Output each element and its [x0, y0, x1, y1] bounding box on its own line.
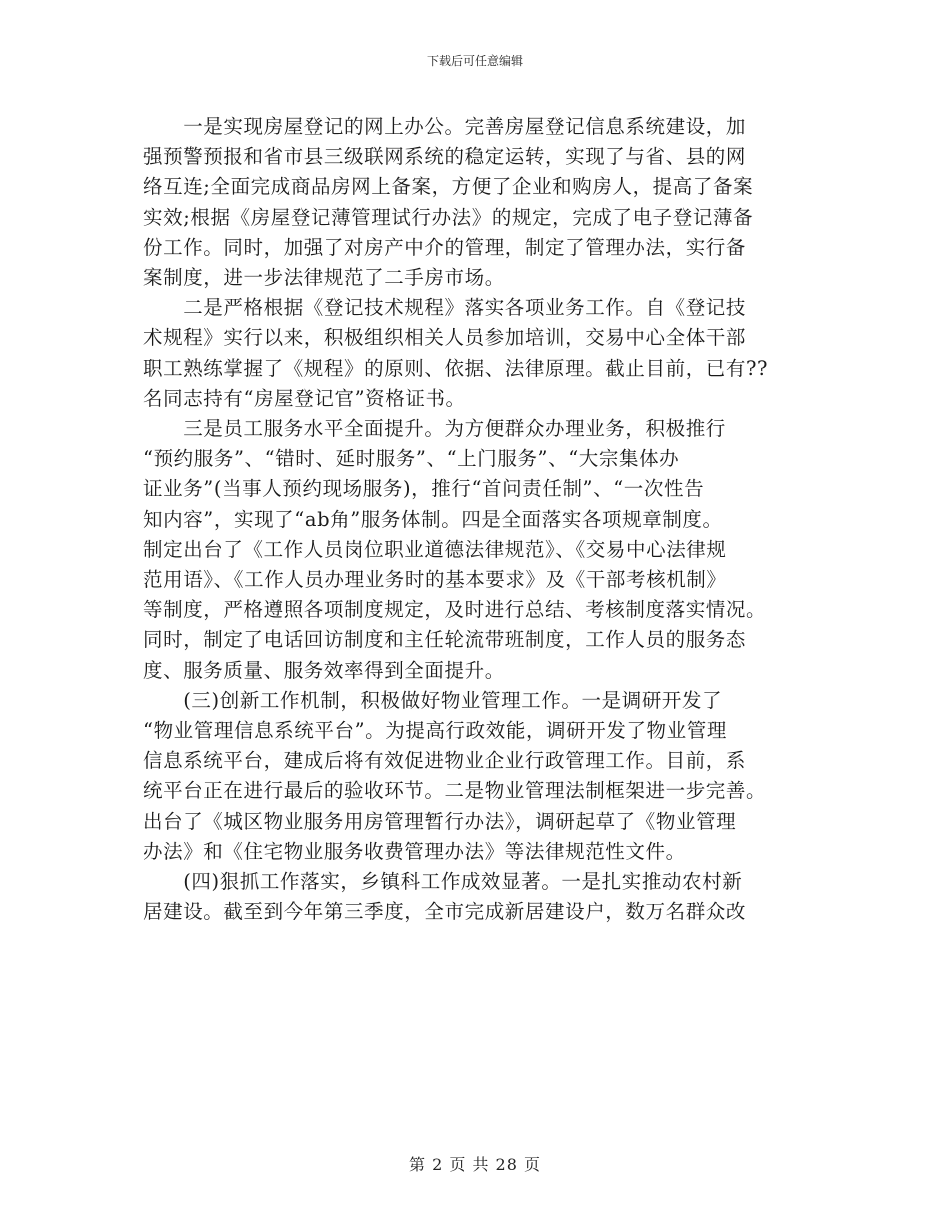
text-line: 制定出台了《工作人员岗位职业道德法律规范》、《交易中心法律规 [143, 537, 727, 561]
paragraph-1 [143, 112, 805, 293]
text-line: 份工作。同时，加强了对房产中介的管理，制定了管理办法，实行备 [143, 235, 747, 259]
page-header: 下载后可任意编辑 [426, 54, 523, 68]
text-line: 同时，制定了电话回访制度和主任轮流带班制度，工作人员的服务态 [143, 628, 747, 652]
text-line: 等制度，严格遵照各项制度规定，及时进行总结、考核制度落实情况。 [143, 598, 767, 622]
text-line: 强预警预报和省市县三级联网系统的稳定运转，实现了与省、县的网 [143, 145, 747, 169]
text-line: (三)创新工作机制，积极做好物业管理工作。一是调研开发了 [143, 688, 723, 712]
text-line: 知内容”，实现了“ab角”服务体制。四是全面落实各项规章制度。 [143, 507, 723, 531]
text-line: 职工熟练掌握了《规程》的原则、依据、法律原理。截止目前，已有?? [143, 356, 769, 380]
text-line: 居建设。截至到今年第三季度，全市完成新居建设户，数万名群众改 [143, 900, 747, 924]
text-line: 名同志持有“房屋登记官”资格证书。 [143, 386, 466, 410]
text-line: 度、服务质量、服务效率得到全面提升。 [143, 658, 505, 682]
text-line: “预约服务”、“错时、延时服务”、“上门服务”、“大宗集体办 [143, 447, 680, 471]
text-line: 证业务”(当事人预约现场服务)，推行“首问责任制”、“一次性告 [143, 477, 705, 501]
text-line: 术规程》实行以来，积极组织相关人员参加培训，交易中心全体干部 [143, 326, 747, 350]
text-line: 案制度，进一步法律规范了二手房市场。 [143, 266, 505, 290]
text-line: 一是实现房屋登记的网上办公。完善房屋登记信息系统建设，加 [143, 115, 747, 138]
paragraph-2 [143, 293, 805, 414]
text-line: 出台了《城区物业服务用房管理暂行办法》，调研起草了《物业管理 [143, 809, 737, 833]
text-line: 二是严格根据《登记技术规程》落实各项业务工作。自《登记技 [143, 296, 747, 320]
paragraph-5 [143, 867, 805, 927]
paragraph-4 [143, 686, 805, 867]
text-line: 三是员工服务水平全面提升。为方便群众办理业务，积极推行 [143, 417, 726, 441]
text-line: 络互连;全面完成商品房网上备案，方便了企业和购房人，提高了备案 [143, 175, 754, 199]
text-line: 统平台正在进行最后的验收环节。二是物业管理法制框架进一步完善。 [143, 779, 767, 803]
paragraph-3 [143, 414, 805, 686]
text-line: (四)狠抓工作落实，乡镇科工作成效显著。一是扎实推动农村新 [143, 870, 743, 894]
text-line: 信息系统平台，建成后将有效促进物业企业行政管理工作。目前，系 [143, 749, 747, 773]
text-line: “物业管理信息系统平台”。为提高行政效能，调研开发了物业管理 [143, 719, 727, 743]
text-line: 实效;根据《房屋登记薄管理试行办法》的规定，完成了电子登记薄备 [143, 205, 754, 229]
document-body [143, 112, 805, 927]
text-line: 办法》和《住宅物业服务收费管理办法》等法律规范性文件。 [143, 839, 686, 863]
page-footer: 第 2 页 共 28 页 [409, 1155, 541, 1174]
text-line: 范用语》、《工作人员办理业务时的基本要求》及《干部考核机制》 [143, 568, 727, 592]
